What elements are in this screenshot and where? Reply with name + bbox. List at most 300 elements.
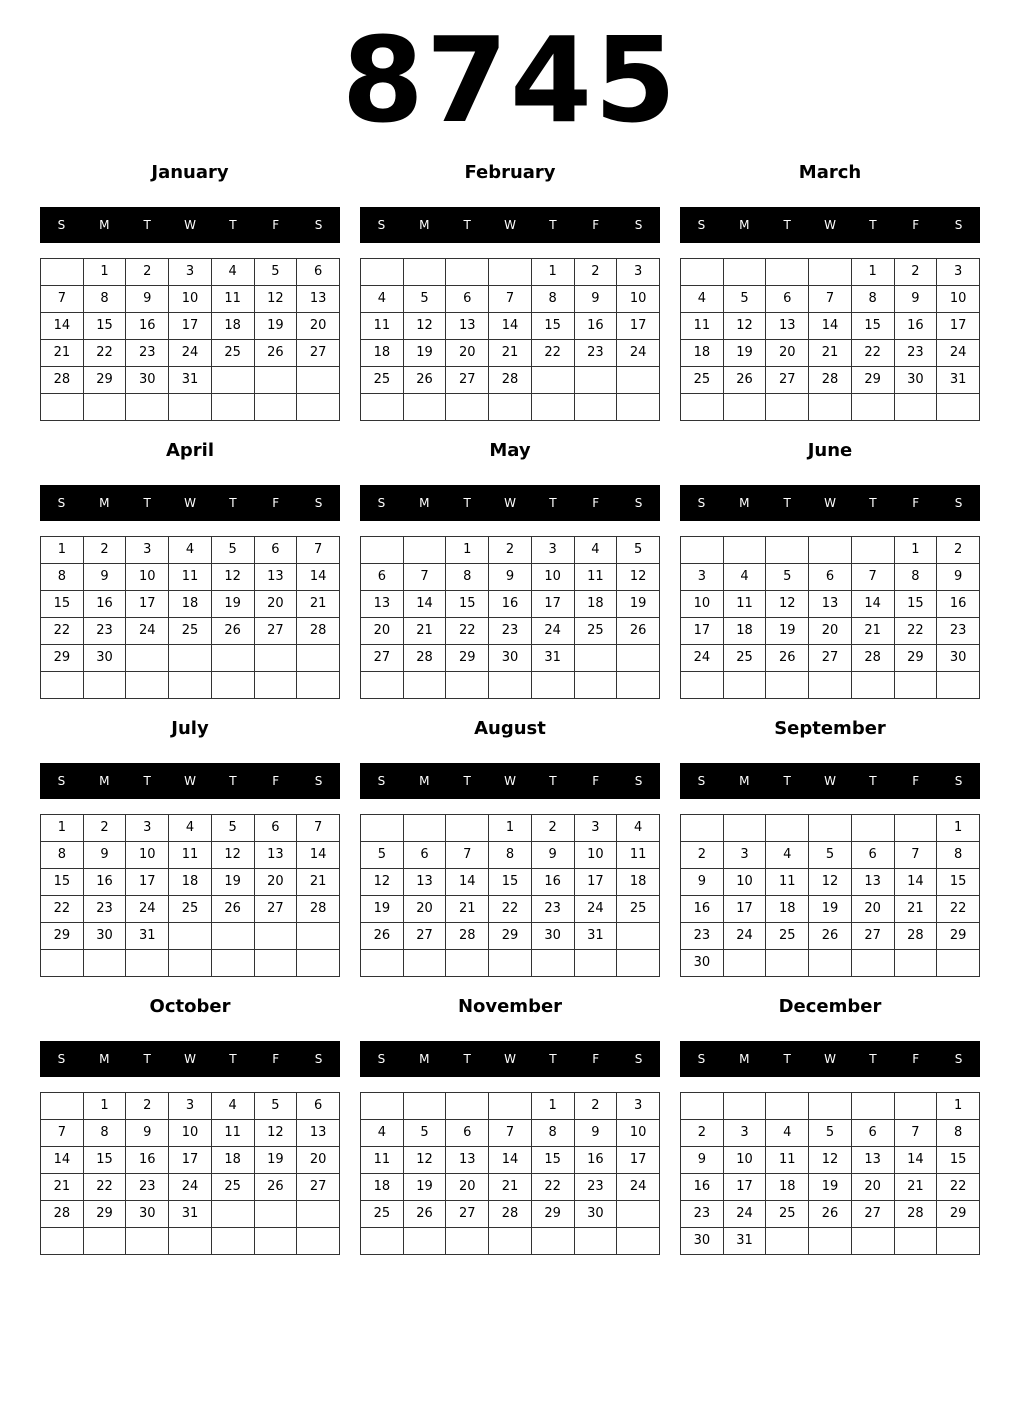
day-cell: 15 xyxy=(41,591,84,618)
day-cell: 13 xyxy=(361,591,404,618)
day-cell: 11 xyxy=(681,313,724,340)
weekday-label: S xyxy=(314,1052,323,1066)
week-row xyxy=(41,340,340,367)
day-cell: 28 xyxy=(446,923,489,950)
day-cell: 15 xyxy=(531,313,574,340)
day-cell xyxy=(446,259,489,286)
weekday-label: S xyxy=(954,496,963,510)
weekday-label: M xyxy=(419,774,430,788)
day-cell: 7 xyxy=(41,1120,84,1147)
day-cell xyxy=(531,367,574,394)
day-cell: 18 xyxy=(211,313,254,340)
weekday-label: T xyxy=(783,496,791,510)
day-cell xyxy=(681,394,724,421)
day-cell: 18 xyxy=(361,340,404,367)
day-cell: 15 xyxy=(531,1147,574,1174)
day-cell xyxy=(809,672,852,699)
day-cell: 26 xyxy=(809,923,852,950)
day-cell: 9 xyxy=(937,564,980,591)
day-cell xyxy=(574,645,617,672)
weekday-label: W xyxy=(824,1052,836,1066)
day-cell: 10 xyxy=(723,1147,766,1174)
day-cell xyxy=(446,1093,489,1120)
day-cell: 6 xyxy=(297,259,340,286)
weekday-label: S xyxy=(314,774,323,788)
day-cell: 17 xyxy=(531,591,574,618)
week-row xyxy=(681,313,980,340)
day-cell: 6 xyxy=(446,286,489,313)
day-grid xyxy=(360,1092,660,1255)
day-cell: 4 xyxy=(211,259,254,286)
weekday-label: M xyxy=(739,218,750,232)
month-11 xyxy=(680,994,980,1258)
day-grid xyxy=(40,814,340,977)
day-cell: 26 xyxy=(766,645,809,672)
weekday-header xyxy=(360,763,660,799)
day-cell xyxy=(254,672,297,699)
week-row xyxy=(361,869,660,896)
day-cell: 19 xyxy=(211,591,254,618)
day-cell: 18 xyxy=(723,618,766,645)
week-row xyxy=(681,1120,980,1147)
day-cell: 31 xyxy=(169,1201,212,1228)
day-cell: 13 xyxy=(297,1120,340,1147)
day-cell: 7 xyxy=(446,842,489,869)
day-cell: 17 xyxy=(617,313,660,340)
day-grid xyxy=(360,814,660,977)
week-row xyxy=(361,896,660,923)
day-cell: 28 xyxy=(894,1201,937,1228)
day-cell xyxy=(41,1228,84,1255)
day-cell: 24 xyxy=(681,645,724,672)
day-cell: 15 xyxy=(851,313,894,340)
day-cell: 8 xyxy=(83,1120,126,1147)
day-cell: 28 xyxy=(894,923,937,950)
day-cell: 25 xyxy=(766,923,809,950)
day-cell: 4 xyxy=(169,537,212,564)
day-cell: 17 xyxy=(169,313,212,340)
day-cell xyxy=(361,259,404,286)
day-cell: 5 xyxy=(403,1120,446,1147)
day-cell: 8 xyxy=(489,842,532,869)
weekday-label: S xyxy=(954,774,963,788)
day-cell: 17 xyxy=(126,591,169,618)
week-row xyxy=(681,618,980,645)
day-cell xyxy=(41,672,84,699)
weekday-label: W xyxy=(824,496,836,510)
day-cell: 26 xyxy=(723,367,766,394)
day-cell: 23 xyxy=(83,618,126,645)
day-cell xyxy=(297,394,340,421)
week-row xyxy=(41,564,340,591)
weekday-label: M xyxy=(99,774,110,788)
week-row xyxy=(361,537,660,564)
week-row xyxy=(681,259,980,286)
day-cell: 22 xyxy=(446,618,489,645)
day-cell: 5 xyxy=(254,259,297,286)
weekday-label: F xyxy=(272,218,280,232)
weekday-label: T xyxy=(229,1052,237,1066)
day-grid xyxy=(360,258,660,421)
day-cell xyxy=(723,815,766,842)
day-cell xyxy=(809,1228,852,1255)
week-row xyxy=(41,1228,340,1255)
day-cell xyxy=(169,923,212,950)
week-row xyxy=(681,672,980,699)
week-row xyxy=(361,394,660,421)
day-cell xyxy=(617,1201,660,1228)
weekday-header xyxy=(680,207,980,243)
weekday-label: T xyxy=(783,218,791,232)
day-cell: 17 xyxy=(681,618,724,645)
month-name: November xyxy=(457,996,563,1017)
day-cell: 6 xyxy=(851,1120,894,1147)
day-cell: 6 xyxy=(254,815,297,842)
week-row xyxy=(361,1201,660,1228)
day-cell xyxy=(254,950,297,977)
day-cell: 29 xyxy=(41,645,84,672)
day-cell: 1 xyxy=(937,1093,980,1120)
day-cell: 20 xyxy=(446,1174,489,1201)
weekday-label: W xyxy=(184,1052,196,1066)
week-row xyxy=(41,645,340,672)
week-row xyxy=(41,1174,340,1201)
day-cell xyxy=(41,950,84,977)
day-cell xyxy=(489,672,532,699)
day-cell: 7 xyxy=(809,286,852,313)
weekday-label: T xyxy=(463,496,471,510)
month-name: February xyxy=(464,162,556,183)
week-row xyxy=(361,1093,660,1120)
day-cell: 3 xyxy=(617,1093,660,1120)
day-cell: 28 xyxy=(851,645,894,672)
day-cell: 13 xyxy=(446,313,489,340)
weekday-label: M xyxy=(99,496,110,510)
day-cell: 16 xyxy=(574,313,617,340)
weekday-label: T xyxy=(869,774,877,788)
day-cell xyxy=(83,672,126,699)
day-cell: 23 xyxy=(937,618,980,645)
day-cell: 29 xyxy=(83,367,126,394)
day-cell: 4 xyxy=(617,815,660,842)
weekday-label: F xyxy=(912,218,920,232)
day-cell: 23 xyxy=(126,1174,169,1201)
day-cell xyxy=(297,923,340,950)
day-cell: 3 xyxy=(169,259,212,286)
weekday-header xyxy=(360,1041,660,1077)
day-cell: 9 xyxy=(489,564,532,591)
day-cell: 17 xyxy=(723,896,766,923)
day-cell: 23 xyxy=(489,618,532,645)
day-cell xyxy=(723,1093,766,1120)
day-cell: 11 xyxy=(361,313,404,340)
day-cell: 5 xyxy=(809,1120,852,1147)
day-cell xyxy=(297,672,340,699)
day-cell: 3 xyxy=(169,1093,212,1120)
day-cell: 17 xyxy=(169,1147,212,1174)
day-cell: 20 xyxy=(297,1147,340,1174)
week-row xyxy=(41,618,340,645)
day-cell: 4 xyxy=(211,1093,254,1120)
day-cell: 2 xyxy=(489,537,532,564)
day-cell: 27 xyxy=(361,645,404,672)
day-cell: 26 xyxy=(211,618,254,645)
week-row xyxy=(361,259,660,286)
day-cell: 11 xyxy=(766,1147,809,1174)
day-cell: 17 xyxy=(723,1174,766,1201)
day-cell: 6 xyxy=(297,1093,340,1120)
day-cell: 25 xyxy=(361,367,404,394)
day-cell: 28 xyxy=(489,1201,532,1228)
day-cell xyxy=(169,672,212,699)
day-cell xyxy=(446,394,489,421)
weekday-label: S xyxy=(634,774,643,788)
day-cell: 16 xyxy=(681,1174,724,1201)
day-cell: 8 xyxy=(531,286,574,313)
day-cell xyxy=(937,672,980,699)
day-cell: 4 xyxy=(574,537,617,564)
day-cell: 1 xyxy=(531,1093,574,1120)
week-row xyxy=(361,923,660,950)
day-cell: 9 xyxy=(83,564,126,591)
day-cell xyxy=(403,1228,446,1255)
weekday-label: S xyxy=(634,218,643,232)
weekday-label: S xyxy=(697,774,706,788)
day-cell: 13 xyxy=(809,591,852,618)
day-cell: 11 xyxy=(766,869,809,896)
day-cell xyxy=(169,394,212,421)
day-cell xyxy=(41,1093,84,1120)
weekday-label: M xyxy=(419,218,430,232)
day-cell xyxy=(617,950,660,977)
day-cell xyxy=(489,1228,532,1255)
day-cell: 12 xyxy=(211,564,254,591)
day-cell: 9 xyxy=(894,286,937,313)
day-cell xyxy=(126,672,169,699)
day-cell: 22 xyxy=(531,1174,574,1201)
day-cell: 1 xyxy=(894,537,937,564)
day-cell xyxy=(211,645,254,672)
day-cell: 27 xyxy=(254,896,297,923)
month-0 xyxy=(40,160,340,424)
day-cell: 14 xyxy=(851,591,894,618)
day-cell xyxy=(211,950,254,977)
day-cell: 18 xyxy=(361,1174,404,1201)
week-row xyxy=(681,815,980,842)
day-cell: 3 xyxy=(531,537,574,564)
weekday-label: T xyxy=(143,1052,151,1066)
day-cell: 11 xyxy=(211,286,254,313)
day-cell xyxy=(446,1228,489,1255)
day-cell: 1 xyxy=(83,1093,126,1120)
day-cell: 29 xyxy=(83,1201,126,1228)
day-cell: 8 xyxy=(41,564,84,591)
day-cell: 16 xyxy=(83,869,126,896)
day-cell: 15 xyxy=(937,1147,980,1174)
day-cell: 30 xyxy=(574,1201,617,1228)
day-grid xyxy=(680,1092,980,1255)
day-cell xyxy=(766,1093,809,1120)
day-cell xyxy=(83,950,126,977)
weekday-label: M xyxy=(99,218,110,232)
day-cell: 23 xyxy=(126,340,169,367)
weekday-label: T xyxy=(869,218,877,232)
day-cell: 17 xyxy=(937,313,980,340)
day-cell: 21 xyxy=(41,1174,84,1201)
day-cell: 27 xyxy=(446,1201,489,1228)
week-row xyxy=(361,645,660,672)
weekday-header xyxy=(360,485,660,521)
day-cell xyxy=(211,1201,254,1228)
day-cell: 18 xyxy=(766,896,809,923)
day-cell xyxy=(851,1093,894,1120)
day-cell xyxy=(766,1228,809,1255)
day-cell: 9 xyxy=(531,842,574,869)
day-cell: 7 xyxy=(403,564,446,591)
day-cell: 16 xyxy=(489,591,532,618)
week-row xyxy=(41,1120,340,1147)
day-cell: 23 xyxy=(894,340,937,367)
day-cell: 20 xyxy=(851,896,894,923)
day-cell: 30 xyxy=(126,367,169,394)
day-cell: 21 xyxy=(894,1174,937,1201)
day-cell: 21 xyxy=(297,869,340,896)
weekday-header xyxy=(40,1041,340,1077)
day-cell: 10 xyxy=(574,842,617,869)
weekday-header xyxy=(680,1041,980,1077)
day-cell: 25 xyxy=(617,896,660,923)
day-cell: 15 xyxy=(41,869,84,896)
day-cell: 21 xyxy=(894,896,937,923)
day-cell xyxy=(531,950,574,977)
week-row xyxy=(361,815,660,842)
year-title: 8745 xyxy=(341,11,679,149)
month-name: August xyxy=(474,718,546,739)
day-cell: 31 xyxy=(723,1228,766,1255)
day-cell: 22 xyxy=(41,896,84,923)
day-cell: 24 xyxy=(723,923,766,950)
day-cell: 30 xyxy=(83,645,126,672)
day-cell: 9 xyxy=(681,869,724,896)
weekday-header xyxy=(40,207,340,243)
day-cell xyxy=(531,1228,574,1255)
day-cell: 27 xyxy=(254,618,297,645)
day-cell: 16 xyxy=(126,1147,169,1174)
day-cell: 8 xyxy=(83,286,126,313)
week-row xyxy=(681,367,980,394)
weekday-label: T xyxy=(463,1052,471,1066)
day-cell: 13 xyxy=(297,286,340,313)
day-cell: 10 xyxy=(681,591,724,618)
weekday-label: W xyxy=(824,774,836,788)
day-cell: 25 xyxy=(169,896,212,923)
day-cell xyxy=(809,1093,852,1120)
day-cell xyxy=(681,815,724,842)
day-cell: 9 xyxy=(83,842,126,869)
day-cell xyxy=(169,645,212,672)
day-cell: 20 xyxy=(361,618,404,645)
day-cell: 14 xyxy=(809,313,852,340)
day-cell: 5 xyxy=(254,1093,297,1120)
day-cell xyxy=(83,394,126,421)
day-cell: 12 xyxy=(809,1147,852,1174)
day-cell: 26 xyxy=(254,1174,297,1201)
day-cell: 1 xyxy=(489,815,532,842)
day-cell xyxy=(211,394,254,421)
day-cell: 1 xyxy=(83,259,126,286)
day-cell: 19 xyxy=(617,591,660,618)
day-cell xyxy=(894,672,937,699)
day-cell: 14 xyxy=(41,1147,84,1174)
day-cell: 3 xyxy=(617,259,660,286)
day-cell xyxy=(361,1228,404,1255)
week-row xyxy=(681,394,980,421)
day-cell: 25 xyxy=(723,645,766,672)
week-row xyxy=(361,313,660,340)
day-cell: 26 xyxy=(617,618,660,645)
day-cell: 22 xyxy=(489,896,532,923)
day-cell xyxy=(83,1228,126,1255)
week-row xyxy=(361,950,660,977)
weekday-label: W xyxy=(184,496,196,510)
day-cell: 14 xyxy=(41,313,84,340)
day-cell: 12 xyxy=(617,564,660,591)
day-cell: 2 xyxy=(531,815,574,842)
day-cell: 11 xyxy=(574,564,617,591)
day-cell: 10 xyxy=(617,286,660,313)
day-cell: 24 xyxy=(617,1174,660,1201)
day-cell: 30 xyxy=(489,645,532,672)
day-cell xyxy=(809,950,852,977)
week-row xyxy=(41,869,340,896)
weekday-label: S xyxy=(697,1052,706,1066)
day-cell: 15 xyxy=(446,591,489,618)
day-cell: 16 xyxy=(83,591,126,618)
day-cell: 19 xyxy=(723,340,766,367)
day-cell: 18 xyxy=(169,869,212,896)
day-cell: 4 xyxy=(361,1120,404,1147)
week-row xyxy=(681,896,980,923)
weekday-label: F xyxy=(592,218,600,232)
day-cell: 3 xyxy=(723,842,766,869)
day-cell xyxy=(723,672,766,699)
day-cell: 2 xyxy=(574,1093,617,1120)
day-grid xyxy=(680,814,980,977)
day-cell: 10 xyxy=(169,1120,212,1147)
day-cell: 22 xyxy=(531,340,574,367)
day-cell: 21 xyxy=(489,1174,532,1201)
day-cell: 2 xyxy=(126,1093,169,1120)
weekday-label: M xyxy=(419,496,430,510)
week-row xyxy=(41,1201,340,1228)
day-cell xyxy=(617,672,660,699)
day-cell: 5 xyxy=(766,564,809,591)
day-cell xyxy=(254,923,297,950)
month-5 xyxy=(680,438,980,702)
day-cell: 10 xyxy=(617,1120,660,1147)
month-1 xyxy=(360,160,660,424)
day-cell: 24 xyxy=(169,340,212,367)
day-cell xyxy=(361,1093,404,1120)
day-cell: 17 xyxy=(126,869,169,896)
day-cell xyxy=(297,367,340,394)
day-cell: 6 xyxy=(766,286,809,313)
day-cell xyxy=(617,923,660,950)
weekday-label: T xyxy=(549,218,557,232)
weekday-label: F xyxy=(592,496,600,510)
day-cell: 31 xyxy=(531,645,574,672)
day-cell: 20 xyxy=(766,340,809,367)
